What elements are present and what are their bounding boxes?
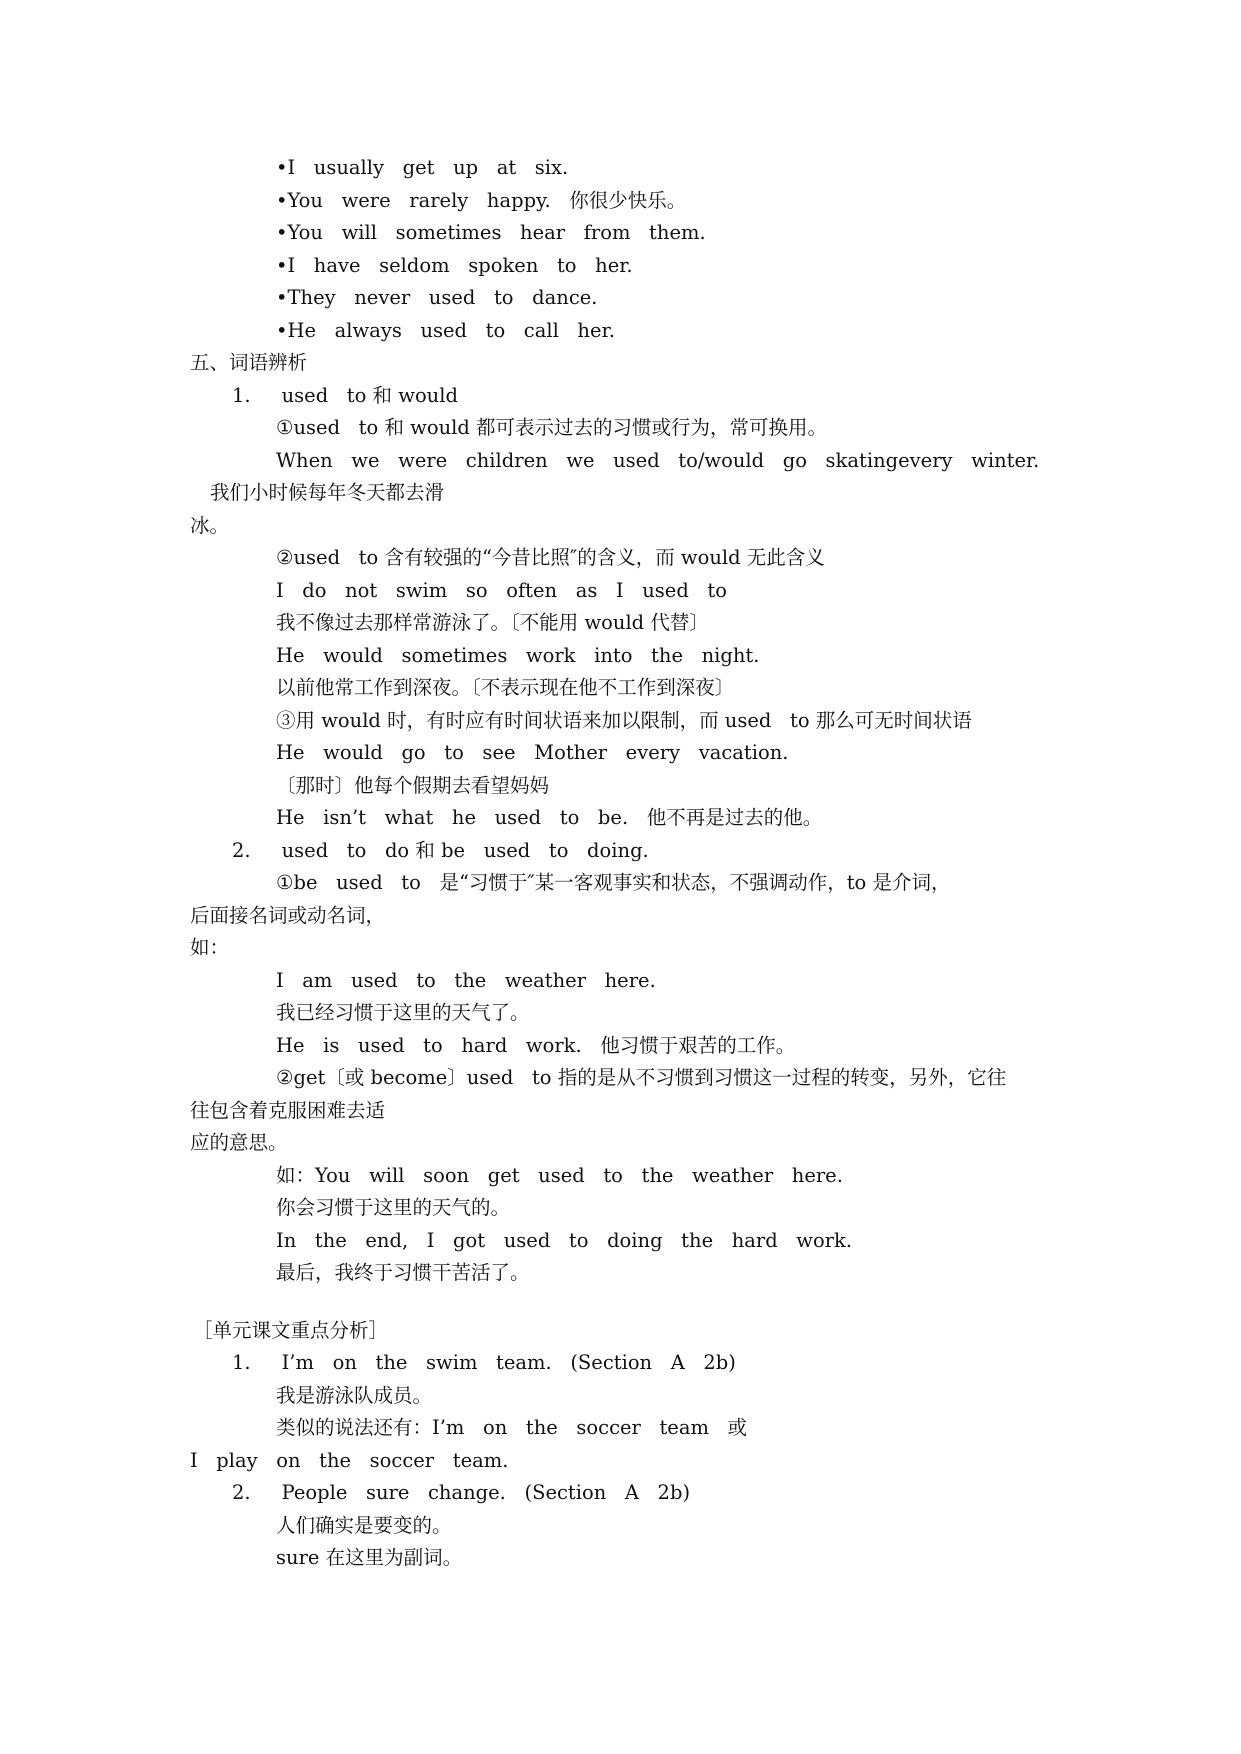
example-line: •I usually get up at six. [276,156,569,179]
paragraph-line: sure 在这里为副词。 [276,1546,463,1569]
paragraph-line: I do not swim so often as I used to [276,579,727,602]
paragraph-line: 最后，我终于习惯干苦活了。 [276,1261,530,1284]
paragraph-line: 人们确实是要变的。 [276,1514,452,1537]
paragraph-line: ①used to 和 would 都可表示过去的习惯或行为，常可换用。 [276,416,828,439]
paragraph-line: 我已经习惯于这里的天气了。 [276,1001,530,1024]
example-line: •They never used to dance. [276,286,598,309]
numbered-item: 2. used to do 和 be used to doing. [232,839,649,862]
paragraph-line: 你会习惯于这里的天气的。 [276,1196,511,1219]
paragraph-line: 冰。 [190,514,230,537]
example-line: •You will sometimes hear from them. [276,221,706,244]
paragraph-line: 往包含着克服困难去适 [190,1099,386,1122]
paragraph-line: ②get〔或 become〕used to 指的是从不习惯到习惯这一过程的转变，另外，它往 [276,1066,1007,1089]
section-heading: 五、词语辨析 [190,351,308,374]
paragraph-line: 以前他常工作到深夜。〔不表示现在他不工作到深夜〕 [276,676,735,699]
paragraph-line: ①be used to 是“习惯于″某一客观事实和状态，不强调动作，to 是介词， [276,871,951,894]
paragraph-line: 我们小时候每年冬天都去滑 [210,481,445,504]
paragraph-line: 我不像过去那样常游泳了。〔不能用 would 代替〕 [276,611,709,634]
paragraph-line: 后面接名词或动名词， [190,904,386,927]
paragraph-line: 如： [190,936,230,959]
numbered-item: 2. People sure change. (Section A 2b) [232,1481,691,1504]
paragraph-line: He isn’t what he used to be. 他不再是过去的他。 [276,806,823,829]
paragraph-line: He is used to hard work. 他习惯于艰苦的工作。 [276,1034,796,1057]
paragraph-line: In the end, I got used to doing the hard work. [276,1229,853,1252]
paragraph-line: 类似的说法还有：I’m on the soccer team 或 [276,1416,748,1439]
example-line: •You were rarely happy. 你很少快乐。 [276,189,687,212]
paragraph-line: 如：You will soon get used to the weather here. [276,1164,843,1187]
paragraph-line: ②used to 含有较强的“今昔比照″的含义，而 would 无此含义 [276,546,825,569]
paragraph-line: I play on the soccer team. [190,1449,509,1472]
paragraph-line: He would go to see Mother every vacation. [276,741,789,764]
paragraph-line: I am used to the weather here. [276,969,656,992]
paragraph-line: ③用 would 时，有时应有时间状语来加以限制，而 used to 那么可无时间状语 [276,709,972,732]
paragraph-line: When we were children we used to/would go skatingevery winter. [276,449,1040,472]
paragraph-line: He would sometimes work into the night. [276,644,760,667]
example-line: •I have seldom spoken to her. [276,254,633,277]
paragraph-line: 应的意思。 [190,1131,288,1154]
example-line: •He always used to call her. [276,319,615,342]
section-heading: ［单元课文重点分析］ [193,1319,389,1342]
paragraph-line: 〔那时〕他每个假期去看望妈妈 [276,774,550,797]
numbered-item: 1. used to 和 would [232,384,458,407]
paragraph-line: 我是游泳队成员。 [276,1384,433,1407]
numbered-item: 1. I’m on the swim team. (Section A 2b) [232,1351,736,1374]
